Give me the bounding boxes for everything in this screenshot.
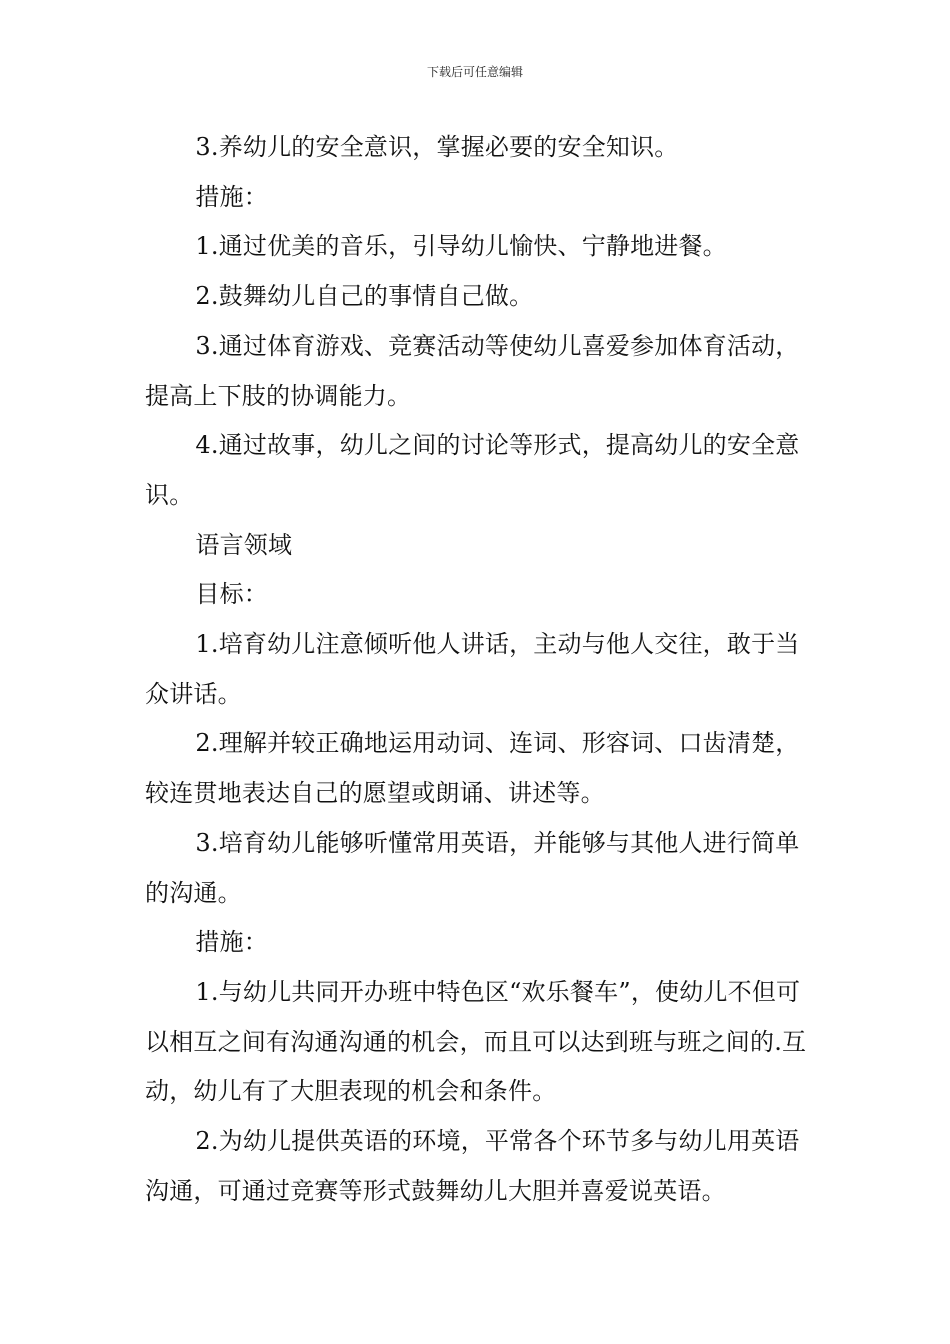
paragraph-goal-expression: 2.理解并较正确地运用动词、连词、形容词、口齿清楚，较连贯地表达自己的愿望或朗诵、讲述等。 — [145, 729, 800, 808]
paragraph-measures-heading: 措施： — [195, 182, 268, 211]
page-header: 下载后可任意编辑 — [426, 65, 523, 79]
paragraph-measure-music: 1.通过优美的音乐，引导幼儿愉快、宁静地进餐。 — [195, 232, 727, 261]
section-heading-language: 语言领域 — [195, 530, 293, 559]
paragraph-safety-goal: 3.养幼儿的安全意识，掌握必要的安全知识。 — [195, 133, 679, 161]
document-body — [145, 123, 807, 1216]
paragraph-goal-english: 3.培育幼儿能够听懂常用英语，并能够与其他人进行简单的沟通。 — [145, 828, 800, 907]
paragraph-measure-self-care: 2.鼓舞幼儿自己的事情自己做。 — [195, 282, 534, 311]
paragraph-measure-english-env: 2.为幼儿提供英语的环境，平常各个环节多与幼儿用英语沟通，可通过竞赛等形式鼓舞幼儿大胆并喜爱说英语。 — [145, 1127, 800, 1205]
paragraph-measure-stories: 4.通过故事，幼儿之间的讨论等形式，提高幼儿的安全意识。 — [145, 431, 800, 509]
paragraph-measure-sports: 3.通过体育游戏、竞赛活动等使幼儿喜爱参加体育活动，提高上下肢的协调能力。 — [145, 331, 800, 410]
paragraph-measures-heading-2: 措施： — [195, 928, 268, 957]
paragraph-goals-heading: 目标： — [195, 580, 268, 609]
paragraph-measure-dining-car: 1.与幼儿共同开办班中特色区“欢乐餐车”，使幼儿不但可以相互之间有沟通沟通的机会，而且可以达到班与班之间的.互动，幼儿有了大胆表现的机会和条件。 — [145, 977, 807, 1106]
paragraph-goal-listening: 1.培育幼儿注意倾听他人讲话，主动与他人交往，敢于当众讲话。 — [145, 630, 800, 708]
